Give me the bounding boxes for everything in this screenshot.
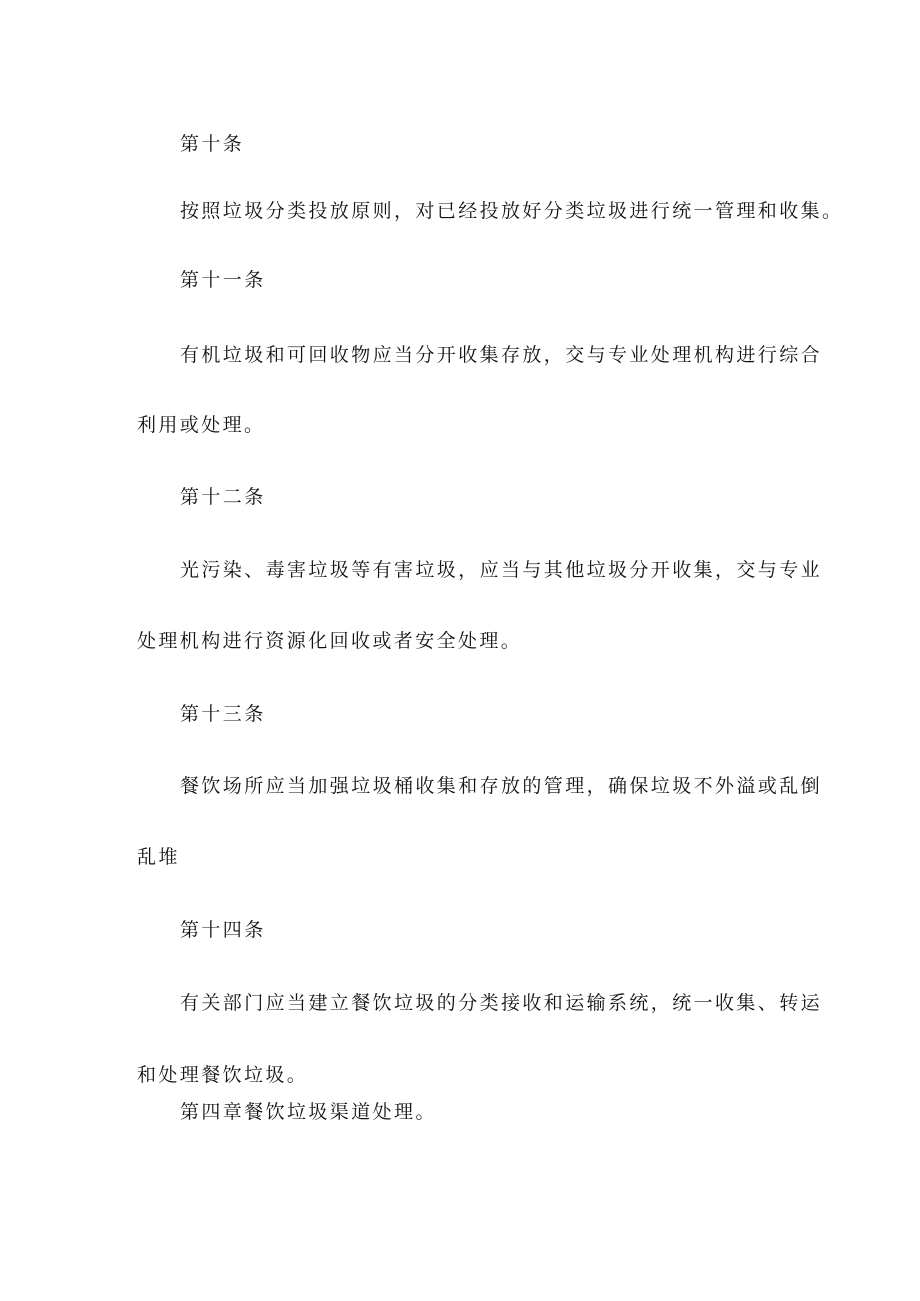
article-11-text-line-1: 有机垃圾和可回收物应当分开收集存放，交与专业处理机构进行综合 bbox=[180, 344, 823, 366]
article-14-heading: 第十四条 bbox=[180, 919, 266, 941]
article-13-heading: 第十三条 bbox=[180, 703, 266, 725]
article-10-heading: 第十条 bbox=[180, 133, 245, 155]
article-14-text-line-2: 和处理餐饮垃圾。 bbox=[137, 1064, 309, 1086]
article-11-text-line-2: 利用或处理。 bbox=[137, 414, 266, 436]
chapter-4-heading: 第四章餐饮垃圾渠道处理。 bbox=[180, 1101, 437, 1123]
article-13-text-line-2: 乱堆 bbox=[137, 846, 180, 868]
article-12-text-line-2: 处理机构进行资源化回收或者安全处理。 bbox=[137, 630, 523, 652]
article-12-heading: 第十二条 bbox=[180, 486, 266, 508]
article-11-heading: 第十一条 bbox=[180, 269, 266, 291]
article-14-text-line-1: 有关部门应当建立餐饮垃圾的分类接收和运输系统，统一收集、转运 bbox=[180, 992, 823, 1014]
article-13-text-line-1: 餐饮场所应当加强垃圾桶收集和存放的管理，确保垃圾不外溢或乱倒 bbox=[180, 775, 823, 797]
article-10-text: 按照垃圾分类投放原则，对已经投放好分类垃圾进行统一管理和收集。 bbox=[180, 200, 844, 222]
article-12-text-line-1: 光污染、毒害垃圾等有害垃圾，应当与其他垃圾分开收集，交与专业 bbox=[180, 559, 823, 581]
